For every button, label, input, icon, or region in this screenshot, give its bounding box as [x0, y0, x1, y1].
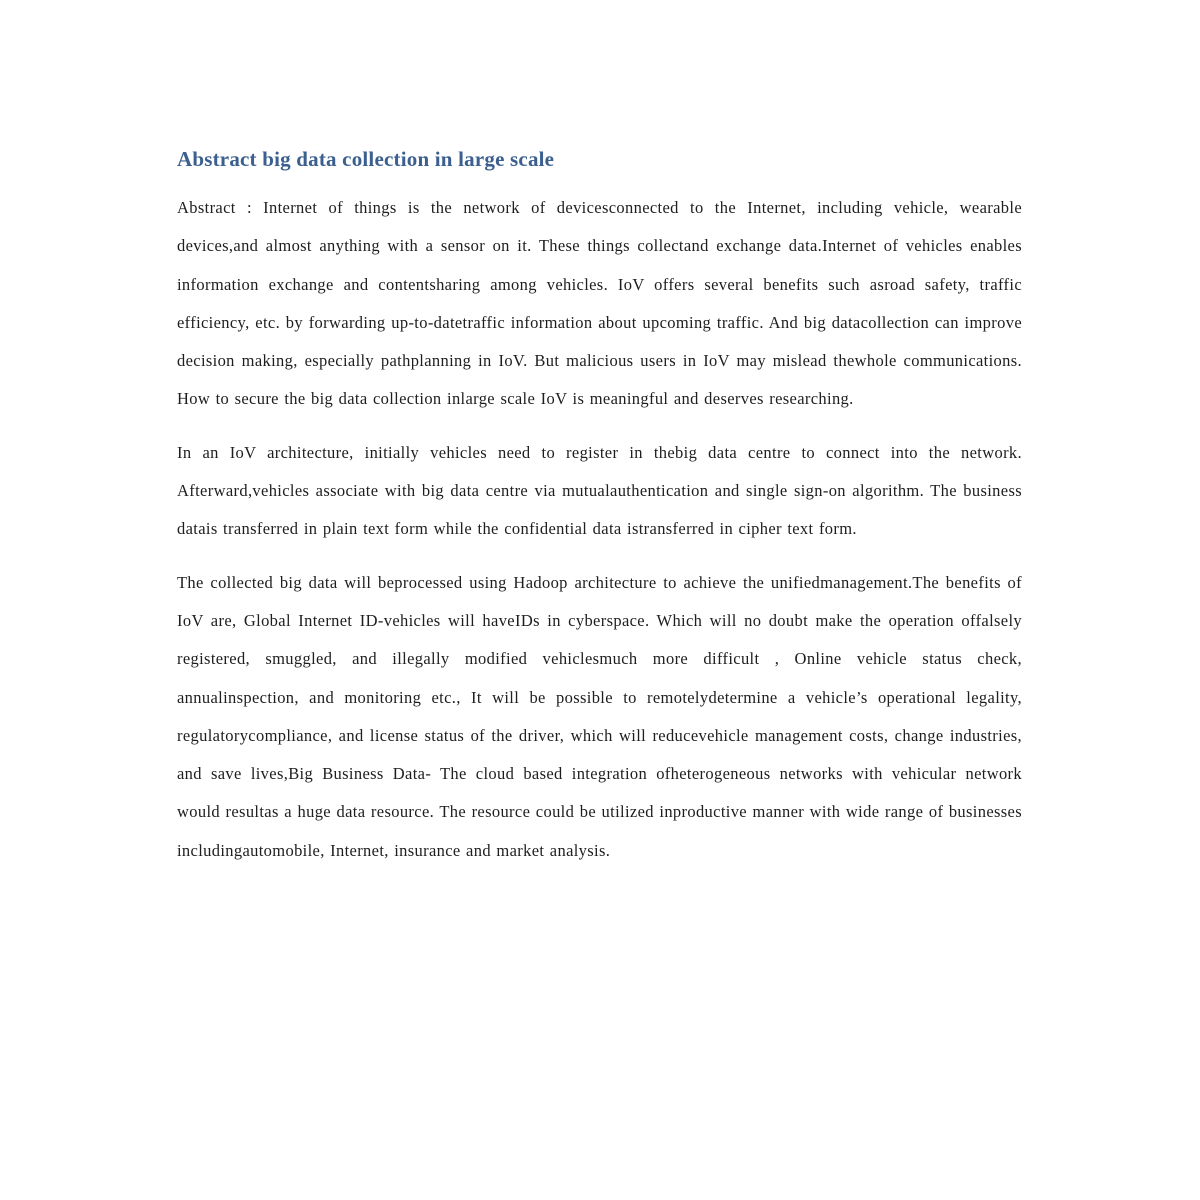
architecture-paragraph: In an IoV architecture, initially vehicles need to register in thebig data centre to connect into the network. Afterward,vehicles associate with big data centre via mutualauthentication and single sign-on algorithm. The business datais transferred in plain text form while the confidential data istransferred in cipher text form.	[177, 442, 1022, 539]
benefits-paragraph: The collected big data will beprocessed using Hadoop architecture to achieve the unifiedmanagement.The benefits of IoV are, Global Internet ID-vehicles will haveIDs in cyberspace. Which will no doubt make the operation offalsely registered, smuggled, and illegally modified vehiclesmuch more difficult , Online vehicle status check, annualinspection, and monitoring etc., It will be possible to remotelydetermine a vehicle’s operational legality, regulatorycompliance, and license status of the driver, which will reducevehicle management costs, change industries, and save lives,Big Business Data- The cloud based integration ofheterogeneous networks with vehicular network would resultas a huge data resource. The resource could be utilized inproductive manner with wide range of businesses includingautomobile, Internet, insurance and market analysis.	[177, 572, 1022, 860]
abstract-paragraph: Abstract : Internet of things is the network of devicesconnected to the Internet, including vehicle, wearable devices,and almost anything with a sensor on it. These things collectand exchange data.Internet of vehicles enables information exchange and contentsharing among vehicles. IoV offers several benefits such asroad safety, traffic efficiency, etc. by forwarding up-to-datetraffic information about upcoming traffic. And big datacollection can improve decision making, especially pathplanning in IoV. But malicious users in IoV may mislead thewhole communications. How to secure the big data collection inlarge scale IoV is meaningful and deserves researching.	[177, 198, 1022, 409]
document-page	[177, 143, 1022, 885]
document-title: Abstract big data collection in large scale	[177, 147, 555, 171]
